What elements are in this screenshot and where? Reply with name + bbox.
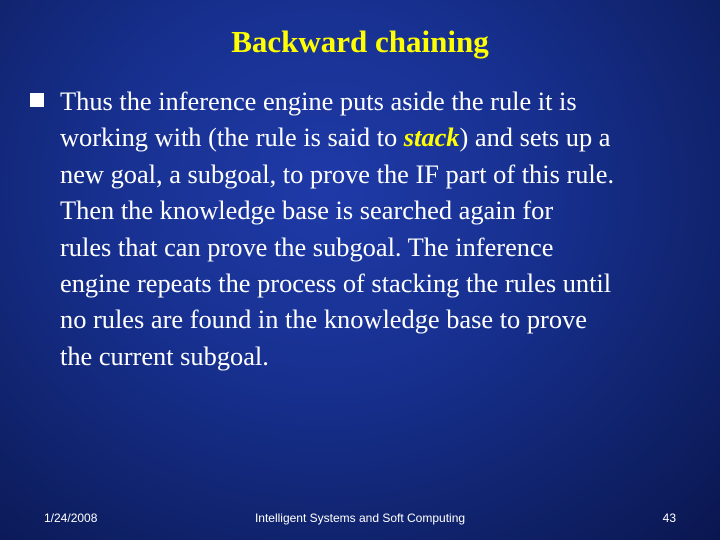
- bullet-line-6: engine repeats the process of stacking the rules until: [60, 268, 612, 299]
- bullet-text: [60, 83, 700, 374]
- square-bullet-icon: [30, 93, 44, 107]
- footer-date: 1/24/2008: [44, 511, 98, 525]
- bullet-line-1: Thus the inference engine puts aside the rule it is: [60, 86, 577, 116]
- emphasis-stack: stack: [403, 122, 460, 153]
- bullet-line-2-end: ) and sets up a: [459, 122, 611, 153]
- bullet-line-8: the current subgoal.: [60, 340, 269, 371]
- footer-page-number: 43: [662, 511, 676, 525]
- bullet-line-7: no rules are found in the knowledge base to prove: [60, 304, 587, 335]
- bullet-item: [30, 83, 700, 374]
- bullet-line-2-start: working with (the rule is said to: [60, 122, 404, 153]
- bullet-line-5: rules that can prove the subgoal. The inference: [60, 231, 554, 262]
- bullet-list: [30, 83, 700, 374]
- bullet-line-3: new goal, a subgoal, to prove the IF part of this rule.: [60, 158, 615, 189]
- footer-course-title: Intelligent Systems and Soft Computing: [254, 511, 466, 525]
- bullet-line-2: [60, 119, 700, 155]
- slide-title: Backward chaining: [231, 24, 489, 59]
- bullet-line-4: Then the knowledge base is searched again for: [60, 195, 554, 226]
